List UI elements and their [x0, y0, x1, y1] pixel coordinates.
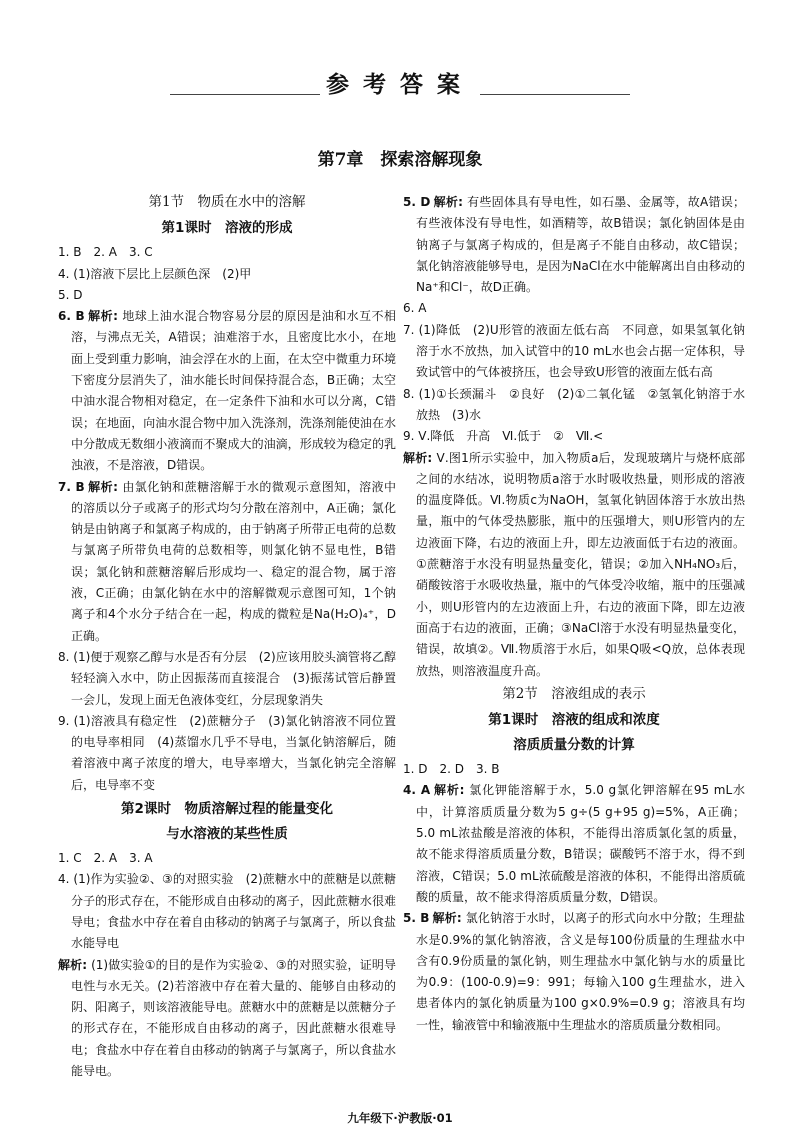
section-heading-2: 第2节 溶液组成的表示: [502, 685, 646, 702]
answer-item: [58, 242, 396, 263]
answer-text: 1. D 2. D 3. B: [403, 762, 500, 777]
section-heading-1: 第1节 物质在水中的溶解: [148, 194, 306, 210]
answer-text: 由氯化钠和蔗糖溶解于水的微观示意图知，溶液中的溶质以分子或离子的形式均匀分散在溶剂中，A正确；氯化钠是由钠离子和氯离子构成的，由于钠离子所带正电荷的总数与氯离子所带负电荷的总数相等，则氯化钠不显电性，B错误；氯化钠和蔗糖溶解后形成均一、稳定的混合物，属于溶液，C正确；由氯化钠在水中的溶解微观示意图可知，1个钠离子和4个水分子结合在一起，构成的微粒是Na(H₂O)₄⁺，D正确。: [71, 479, 396, 643]
answer-list-2: [58, 848, 396, 1082]
analysis-keyword: 解析:: [432, 911, 462, 926]
answer-list-4: [403, 759, 745, 1036]
left-column: [58, 192, 396, 1082]
answer-label: 4. A: [403, 783, 431, 798]
chapter-title: 第7章 探索溶解现象: [317, 150, 483, 170]
answer-text: 6. A: [403, 301, 427, 316]
answer-item: [403, 384, 745, 427]
answer-text: 9. (1)溶液具有稳定性 (2)蔗糖分子 (3)氯化钠溶液不同位置的电导率相同 (4)蒸馏水几乎不导电，当氯化钠溶解后，随着溶液中离子浓度的增大，电导率增大，当氯化钠完全溶解后，电导率不变: [58, 713, 396, 792]
answer-text: 4. (1)作为实验②、③的对照实验 (2)蔗糖水中的蔗糖是以蔗糖分子的形式存在，不能形成自由移动的离子，因此蔗糖水很难导电；食盐水中存在着自由移动的钠离子与氯离子，所以食盐水能导电: [58, 872, 396, 951]
answer-item: [403, 448, 745, 682]
page-title-text: 参考答案: [326, 71, 474, 98]
answer-text: 5. D: [58, 287, 83, 302]
answer-item: [58, 264, 396, 285]
answer-text: 7. (1)降低 (2)U形管的液面左低右高 不同意，如果氢氧化钠溶于水不放热，加入试管中的10 mL水也会占据一定体积，导致试管中的气体被挤压，也会导致U形管的液面左低右高: [403, 322, 745, 380]
answer-text: 8. (1)便于观察乙醇与水是否有分层 (2)应该用胶头滴管将乙醇轻轻滴入水中，防止因振荡而直接混合 (3)振荡试管后静置一会儿，发现上面无色液体变红，分层现象消失: [58, 649, 396, 707]
answer-item: [58, 285, 396, 306]
answer-text: 1. B 2. A 3. C: [58, 245, 153, 260]
answer-text: 有些固体具有导电性，如石墨、金属等，故A错误；有些液体没有导电性，如酒精等，故B错误；氯化钠固体是由钠离子与氯离子构成的，但是离子不能自由移动，故C错误；氯化钠溶液能够导电，是因为NaCl在水中能解离出自由移动的Na⁺和Cl⁻，故D正确。: [416, 195, 745, 295]
analysis-keyword: 解析:: [58, 957, 88, 972]
answer-item: [403, 759, 745, 780]
answer-item: [58, 955, 396, 1083]
answer-item: [403, 320, 745, 384]
answer-text: 1. C 2. A 3. A: [58, 851, 153, 866]
answer-text: Ⅴ.图1所示实验中，加入物质a后，发现玻璃片与烧杯底部之间的水结冰，说明物质a溶于水时吸收热量，则形成的溶液的温度降低。Ⅵ.物质c为NaOH，氢氧化钠固体溶于水放出热量，瓶中的气体受热膨胀，瓶中的压强增大，则U形管内的左边液面下降，右边的液面上升，即左边液面低于右边的液面。①蔗糖溶于水没有明显热量变化，错误；②加入NH₄NO₃后，硝酸铵溶于水吸收热量，瓶中的气体受冷收缩，瓶中的压强减小，则U形管内的左边液面上升，右边的液面下降，即左边液面高于右边的液面，正确；③NaCl溶于水没有明显热量变化，错误，故填②。Ⅶ.物质溶于水后，如果Q吸<Q放，总体表现放热，则溶液温度升高。: [416, 450, 745, 678]
answer-text: 9. Ⅴ.降低 升高 Ⅵ.低于 ② Ⅶ.<: [403, 429, 604, 444]
answer-item: [58, 306, 396, 476]
title-rule-right: [480, 94, 630, 95]
analysis-keyword: 解析:: [87, 309, 118, 324]
lesson-heading-3a: 第1课时 溶液的组成和浓度: [488, 712, 660, 729]
answer-label: 6. B: [58, 309, 85, 324]
answer-label: 5. D: [403, 195, 431, 209]
analysis-keyword: 解析:: [433, 195, 463, 209]
answer-text: 地球上油水混合物容易分层的原因是油和水互不相溶，与沸点无关，A错误；油难溶于水，且密度比水小，在地面上受到重力影响，油会浮在水的上面，在太空中微重力环境下密度分层消失了，油水能长时间保持混合态，B正确；太空中油水混合物相对稳定，在一定条件下油和水可以分离，C错误；在地面，向油水混合物中加入洗涤剂，洗涤剂能使油在水中分散成无数细小液滴而不聚成大的油滴，形成较为稳定的乳浊液，不是溶液，D错误。: [71, 309, 396, 473]
answer-item: [403, 192, 745, 298]
lesson-heading-2a: 第2课时 物质溶解过程的能量变化: [121, 801, 333, 818]
analysis-keyword: 解析:: [87, 479, 118, 494]
answer-text: (1)做实验①的目的是作为实验②、③的对照实验，证明导电性与水无关。(2)若溶液中存在着大量的、能够自由移动的阴、阳离子，则该溶液能导电。蔗糖水中的蔗糖是以蔗糖分子的形式存在，不能形成自由移动的离子，因此蔗糖水很难导电；食盐水中存在着自由移动的钠离子与氯离子，所以食盐水能导电。: [71, 957, 396, 1078]
answer-text: 8. (1)①长颈漏斗 ②良好 (2)①二氧化锰 ②氢氧化钠溶于水放热 (3)水: [403, 386, 745, 422]
answer-list-1: [58, 242, 396, 796]
title-rule-left: [170, 94, 320, 95]
answer-item: [403, 780, 745, 908]
answer-item: [58, 869, 396, 954]
answer-item: [58, 647, 396, 711]
answer-item: [58, 711, 396, 796]
page-title: [0, 66, 800, 106]
right-column: [403, 192, 745, 1036]
answer-label: 7. B: [58, 479, 85, 494]
answer-item: [58, 477, 396, 647]
lesson-heading-1: 第1课时 溶液的形成: [161, 220, 293, 237]
lesson-heading-3b: 溶质质量分数的计算: [513, 737, 635, 754]
lesson-heading-2b: 与水溶液的某些性质: [166, 826, 288, 843]
answer-list-3: [403, 192, 745, 682]
answer-text: 氯化钾能溶解于水，5.0 g氯化钾溶解在95 mL水中，计算溶质质量分数为5 g÷(5 g+95 g)=5%，A正确；5.0 mL浓盐酸是溶液的体积，不能得出溶质氯化氢的质量，故不能求得溶质质量分数，B错误；碳酸钙不溶于水，得不到溶液，C错误；5.0 mL浓硫酸是溶液的体积，不能得出溶质硫酸的质量，故不能求得溶质质量分数，D错误。: [416, 783, 745, 904]
analysis-keyword: 解析:: [403, 450, 433, 465]
answer-item: [403, 298, 745, 319]
answer-item: [403, 908, 745, 1036]
answer-text: 4. (1)溶液下层比上层颜色深 (2)甲: [58, 266, 252, 281]
answer-item: [58, 848, 396, 869]
answer-label: 5. B: [403, 911, 430, 926]
answer-item: [403, 426, 745, 447]
answer-text: 氯化钠溶于水时，以离子的形式向水中分散；生理盐水是0.9%的氯化钠溶液，含义是每100份质量的生理盐水中含有0.9份质量的氯化钠，则生理盐水中氯化钠与水的质量比为0.9：(100-0.9)=9：991；每输入100 g生理盐水，进入患者体内的氯化钠质量为100 g×0.9%=0.9 g；溶液具有均一性，输液管中和输液瓶中生理盐水的溶质质量分数相同。: [416, 911, 745, 1032]
analysis-keyword: 解析:: [433, 783, 465, 798]
page-footer: 九年级下·沪教版·01: [347, 1111, 453, 1125]
